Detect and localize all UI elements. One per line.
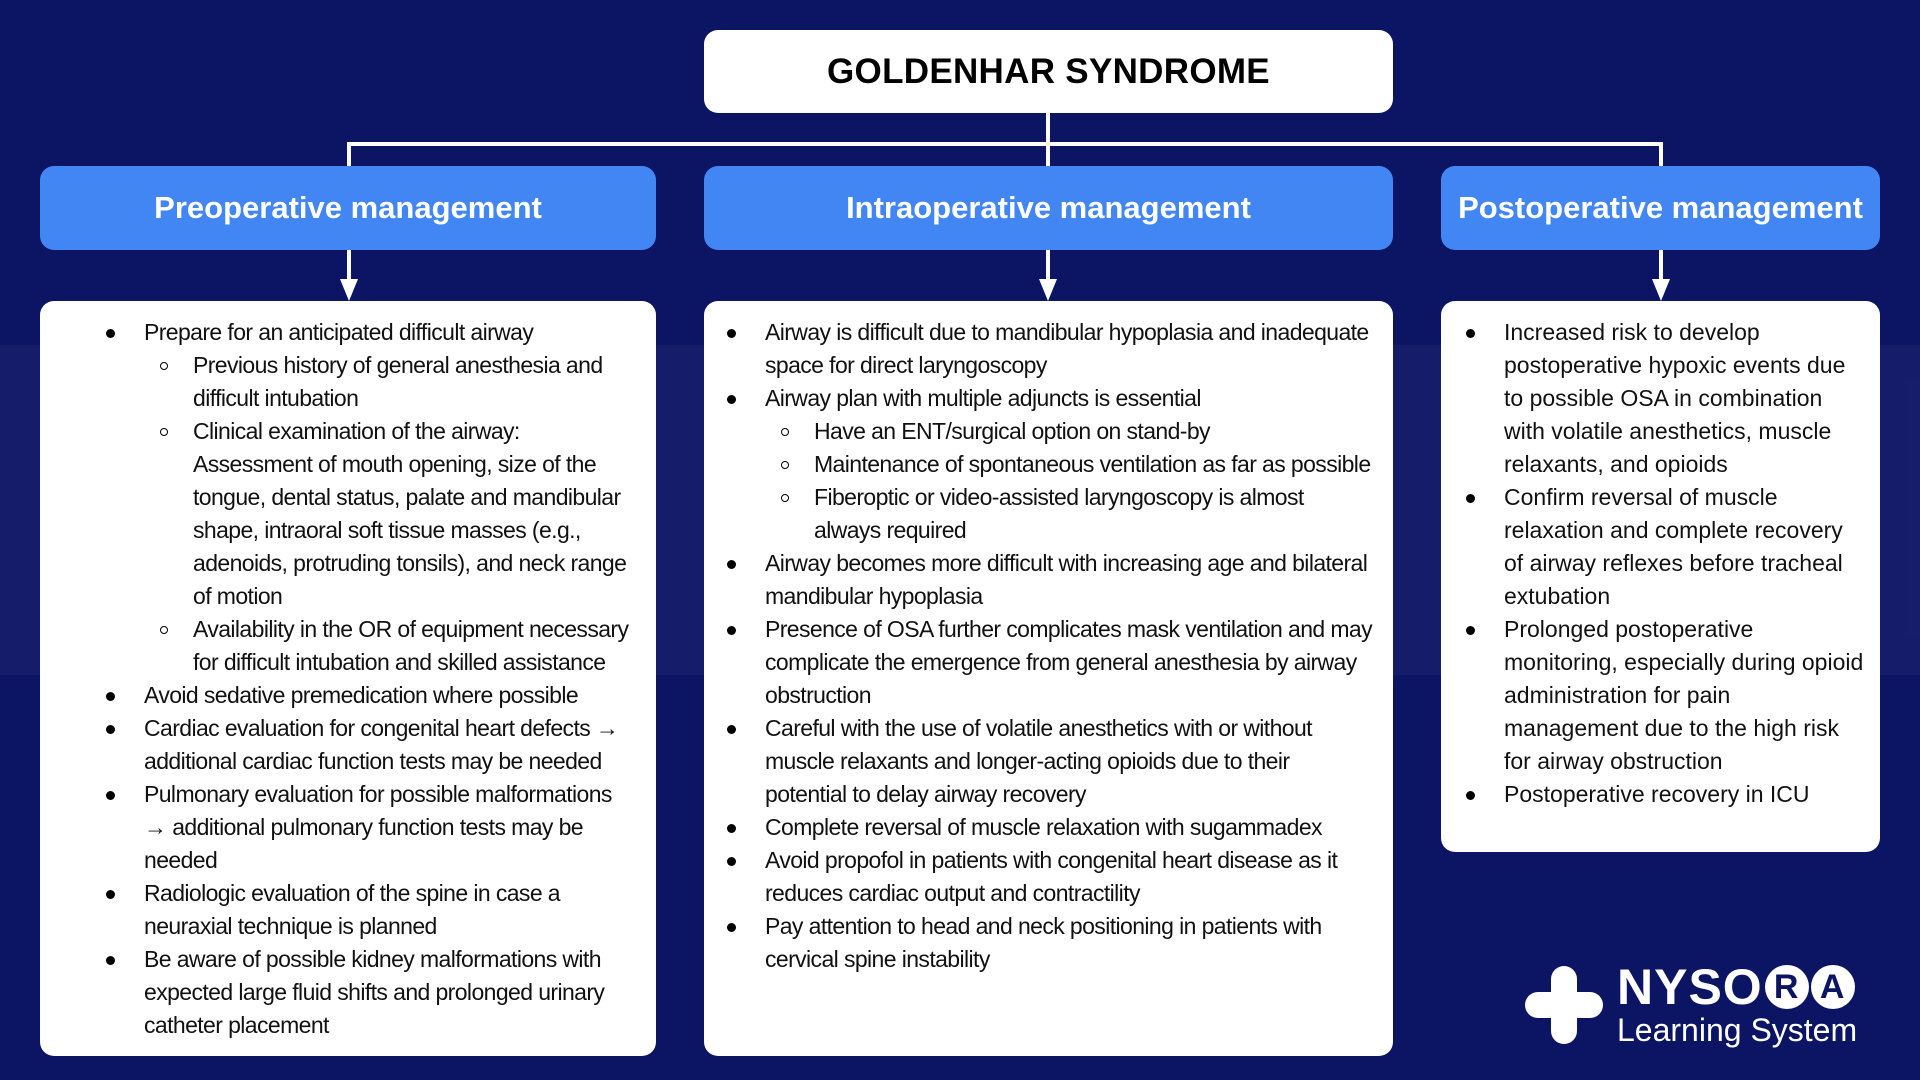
list-subitem xyxy=(814,415,1373,448)
bullet-icon xyxy=(727,725,736,734)
list-item xyxy=(144,877,636,943)
item-text: Increased risk to develop postoperative hypoxic events due to possible OSA in combination with volatile anesthetics, muscle relaxants, and opioids xyxy=(1504,319,1846,477)
arrow-down-icon xyxy=(340,279,358,301)
bullet-icon xyxy=(1466,626,1475,635)
bullet-icon xyxy=(727,626,736,635)
item-text: Avoid propofol in patients with congenital heart disease as it reduces cardiac output and contractility xyxy=(765,847,1338,906)
bullet-icon xyxy=(727,329,736,338)
logo-circled-letter: A xyxy=(1811,965,1855,1009)
preoperative-list-box xyxy=(40,301,656,1056)
sub-bullet-icon xyxy=(160,626,168,634)
list-item xyxy=(144,679,636,712)
logo-brand xyxy=(1617,959,1857,1015)
arrow-left-shaft xyxy=(347,250,351,280)
logo-subtitle: Learning System xyxy=(1617,1012,1858,1048)
list-subitem xyxy=(193,613,636,679)
item-text: Pulmonary evaluation for possible malformations → additional pulmonary function tests may be needed xyxy=(144,781,612,873)
list-item xyxy=(765,547,1373,613)
sub-bullet-icon xyxy=(160,428,168,436)
item-text: Radiologic evaluation of the spine in case a neuraxial technique is planned xyxy=(144,880,561,939)
bullet-icon xyxy=(106,329,115,338)
sub-bullet-icon xyxy=(781,494,789,502)
list-subitem xyxy=(814,481,1373,547)
postoperative-list-box xyxy=(1441,301,1880,852)
item-text: Prepare for an anticipated difficult airway xyxy=(144,319,534,345)
item-text: Clinical examination of the airway: Assessment of mouth opening, size of the tongue, dental status, palate and mandibular shape, intraoral soft tissue masses (e.g., adenoids, protruding tonsils), and neck range of motion xyxy=(193,418,627,609)
item-text: Pay attention to head and neck positioning in patients with cervical spine instability xyxy=(765,913,1322,972)
bullet-icon xyxy=(1466,329,1475,338)
arrow-down-icon xyxy=(1652,279,1670,301)
item-text: Avoid sedative premedication where possible xyxy=(144,682,579,708)
item-text: Careful with the use of volatile anesthetics with or without muscle relaxants and longer-acting opioids due to their potential to delay airway recovery xyxy=(765,715,1312,807)
list-item xyxy=(144,712,636,778)
connector-right-down xyxy=(1659,142,1663,166)
bullet-icon xyxy=(1466,791,1475,800)
header-preoperative xyxy=(40,166,656,250)
bullet-icon xyxy=(727,857,736,866)
header-label: Postoperative management xyxy=(1458,190,1863,225)
list-item xyxy=(1504,316,1866,481)
logo-circled-letter: R xyxy=(1765,965,1809,1009)
item-text: Airway becomes more difficult with increasing age and bilateral mandibular hypoplasia xyxy=(765,550,1368,609)
list-item xyxy=(144,778,636,877)
list-subitem xyxy=(193,349,636,415)
item-text: Presence of OSA further complicates mask ventilation and may complicate the emergence from general anesthesia by airway obstruction xyxy=(765,616,1373,708)
item-text: Airway plan with multiple adjuncts is essential xyxy=(765,385,1201,411)
bullet-icon xyxy=(727,923,736,932)
item-text: Availability in the OR of equipment necessary for difficult intubation and skilled assistance xyxy=(193,616,629,675)
title-box xyxy=(704,30,1393,113)
header-label: Intraoperative management xyxy=(846,190,1251,225)
bullet-icon xyxy=(727,824,736,833)
sub-bullet-icon xyxy=(781,428,789,436)
list-item xyxy=(765,382,1373,415)
bullet-icon xyxy=(106,725,115,734)
list-item xyxy=(765,844,1373,910)
header-postoperative xyxy=(1441,166,1880,250)
header-intraoperative xyxy=(704,166,1393,250)
list-subitem xyxy=(193,415,636,613)
bullet-icon xyxy=(1466,494,1475,503)
arrow-mid-shaft xyxy=(1046,250,1050,280)
bullet-icon xyxy=(106,692,115,701)
intraoperative-list-box xyxy=(704,301,1393,1056)
list-item xyxy=(144,316,636,349)
list-item xyxy=(765,910,1373,976)
list-item xyxy=(144,943,636,1042)
item-text: Be aware of possible kidney malformations with expected large fluid shifts and prolonged urinary catheter placement xyxy=(144,946,605,1038)
item-text: Fiberoptic or video-assisted laryngoscopy is almost always required xyxy=(814,484,1304,543)
list-item xyxy=(765,613,1373,712)
list-subitem xyxy=(814,448,1373,481)
list-item xyxy=(1504,481,1866,613)
connector-horizontal xyxy=(347,142,1663,146)
list-item xyxy=(765,712,1373,811)
bullet-icon xyxy=(106,890,115,899)
plus-cross-icon xyxy=(1525,966,1603,1044)
item-text: Complete reversal of muscle relaxation with sugammadex xyxy=(765,814,1322,840)
item-text: Have an ENT/surgical option on stand-by xyxy=(814,418,1210,444)
item-text: Postoperative recovery in ICU xyxy=(1504,781,1810,807)
arrow-right-shaft xyxy=(1659,250,1663,280)
nysora-logo xyxy=(1525,960,1885,1050)
list-item xyxy=(1504,778,1866,811)
item-text: Cardiac evaluation for congenital heart defects → additional cardiac function tests may be needed xyxy=(144,715,619,774)
item-text: Confirm reversal of muscle relaxation and complete recovery of airway reflexes before tracheal extubation xyxy=(1504,484,1843,609)
header-label: Preoperative management xyxy=(154,190,542,225)
bullet-icon xyxy=(727,395,736,404)
arrow-down-icon xyxy=(1039,279,1057,301)
list-item xyxy=(765,811,1373,844)
bullet-icon xyxy=(106,791,115,800)
sub-bullet-icon xyxy=(160,362,168,370)
list-item xyxy=(1504,613,1866,778)
connector-left-down xyxy=(347,142,351,166)
sub-bullet-icon xyxy=(781,461,789,469)
logo-brand-text: NYSO xyxy=(1617,959,1763,1015)
item-text: Previous history of general anesthesia and difficult intubation xyxy=(193,352,603,411)
connector-title-down xyxy=(1046,113,1050,166)
item-text: Airway is difficult due to mandibular hypoplasia and inadequate space for direct laryngoscopy xyxy=(765,319,1369,378)
item-text: Maintenance of spontaneous ventilation as far as possible xyxy=(814,451,1371,477)
page-title: GOLDENHAR SYNDROME xyxy=(827,51,1270,91)
item-text: Prolonged postoperative monitoring, especially during opioid administration for pain management due to the high risk for airway obstruction xyxy=(1504,616,1864,774)
list-item xyxy=(765,316,1373,382)
bullet-icon xyxy=(727,560,736,569)
bullet-icon xyxy=(106,956,115,965)
